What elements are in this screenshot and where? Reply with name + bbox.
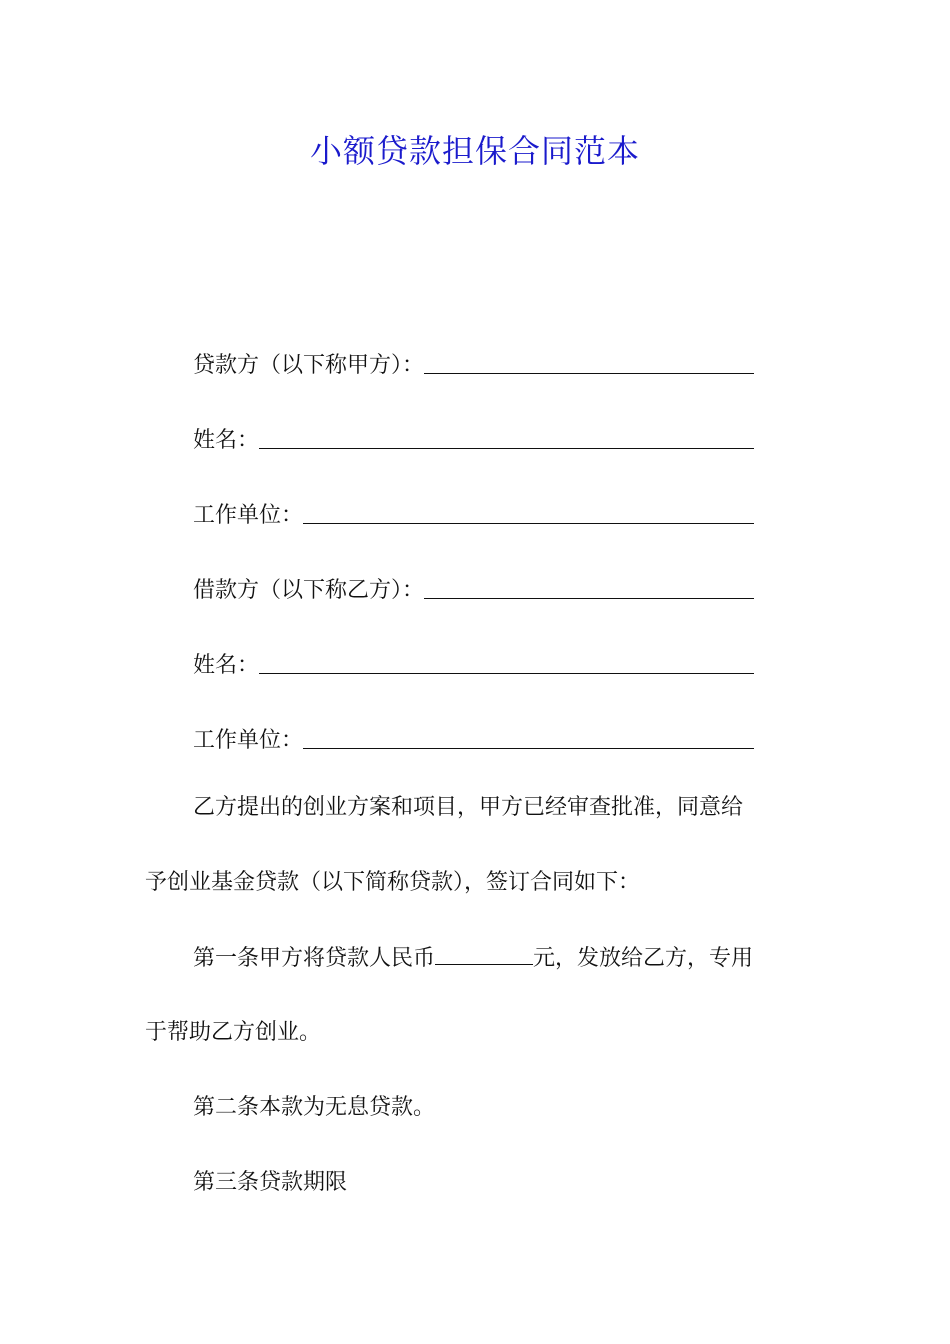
lender-label: 贷款方（以下称甲方）：	[193, 353, 425, 378]
article-2: 第二条本款为无息贷款。	[193, 1095, 436, 1120]
borrower-name-label: 姓名：	[193, 653, 260, 678]
document-title: 小额贷款担保合同范本	[309, 132, 640, 170]
borrower-name-blank[interactable]	[259, 647, 754, 674]
lender-blank[interactable]	[424, 347, 754, 374]
article-3-heading: 第三条贷款期限	[193, 1170, 348, 1195]
lender-name-field	[193, 415, 754, 455]
intro-line-1: 乙方提出的创业方案和项目，甲方已经审查批准，同意给	[193, 795, 744, 820]
lender-workplace-field	[193, 490, 754, 530]
loan-amount-blank[interactable]	[435, 944, 533, 965]
lender-workplace-label: 工作单位：	[193, 503, 304, 528]
borrower-label: 借款方（以下称乙方）：	[193, 578, 425, 603]
borrower-workplace-label: 工作单位：	[193, 728, 304, 753]
lender-workplace-blank[interactable]	[303, 497, 754, 524]
borrower-field	[193, 565, 754, 605]
lender-name-label: 姓名：	[193, 428, 260, 453]
borrower-workplace-blank[interactable]	[303, 722, 754, 749]
lender-name-blank[interactable]	[259, 422, 754, 449]
lender-field	[193, 340, 754, 380]
article-1-line-1	[193, 944, 753, 973]
borrower-workplace-field	[193, 715, 754, 755]
borrower-name-field	[193, 640, 754, 680]
article-1-suffix: 元，发放给乙方，专用	[533, 946, 754, 971]
article-1-prefix: 第一条甲方将贷款人民币	[193, 946, 436, 971]
intro-line-2: 予创业基金贷款（以下简称贷款），签订合同如下：	[145, 870, 641, 895]
borrower-blank[interactable]	[424, 572, 754, 599]
article-1-line-2: 于帮助乙方创业。	[145, 1020, 322, 1045]
